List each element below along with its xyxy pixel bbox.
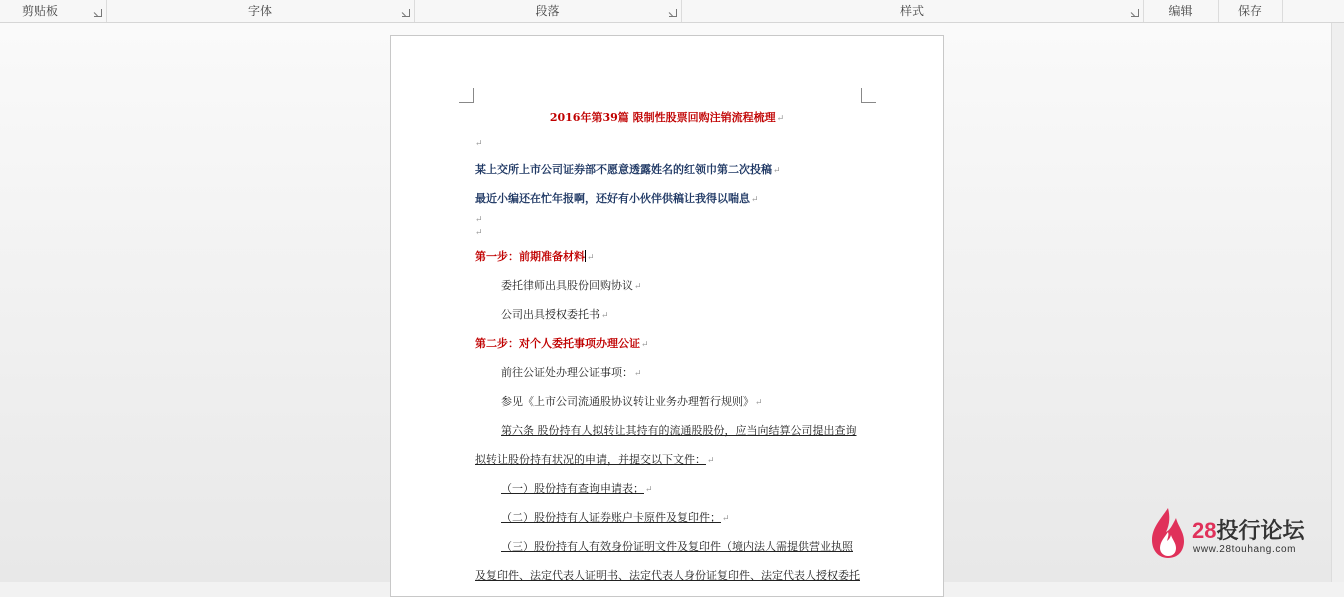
ribbon-group-styles[interactable] (681, 0, 1144, 22)
flame-icon (1148, 506, 1188, 560)
ribbon (0, 0, 1344, 23)
ribbon-paragraph-label: 段落 (535, 4, 560, 18)
font-launcher-icon[interactable] (402, 9, 410, 17)
watermark-logo (1148, 506, 1324, 562)
ribbon-save-label: 保存 (1237, 4, 1262, 18)
ribbon-styles-label: 样式 (899, 4, 924, 18)
step2-item-1[interactable]: 前往公证处办理公证事项：↵ (501, 366, 642, 379)
clipboard-launcher-icon[interactable] (94, 9, 102, 17)
ribbon-editing-label: 编辑 (1168, 4, 1193, 18)
list-item-3-line-2[interactable]: 及复印件、法定代表人证明书、法定代表人身份证复印件、法定代表人授权委托 (475, 569, 860, 582)
ribbon-font-label: 字体 (247, 4, 272, 18)
step1-item-2[interactable]: 公司出具授权委托书↵ (501, 308, 609, 321)
ribbon-group-font[interactable] (106, 0, 415, 22)
styles-launcher-icon[interactable] (1131, 9, 1139, 17)
document-title[interactable]: 2016年第39篇 限制性股票回购注销流程梳理↵ (549, 111, 785, 124)
ribbon-group-paragraph[interactable] (414, 0, 682, 22)
ribbon-group-save[interactable] (1218, 0, 1283, 22)
step1-heading[interactable]: 第一步：前期准备材料 ↵ (475, 250, 595, 263)
document-page[interactable] (390, 35, 944, 597)
empty-paragraph[interactable]: ↵ (475, 139, 483, 149)
margin-corner-top-right (861, 88, 876, 103)
empty-paragraph[interactable]: ↵ (475, 228, 483, 238)
step2-heading[interactable]: 第二步：对个人委托事项办理公证↵ (475, 337, 649, 350)
text-cursor (585, 250, 586, 262)
article6-line-1[interactable]: 第六条 股份持有人拟转让其持有的流通股股份，应当向结算公司提出查询 (501, 424, 857, 437)
margin-corner-top-left (459, 88, 474, 103)
empty-paragraph[interactable]: ↵ (475, 215, 483, 225)
list-item-3-line-1[interactable]: （三）股份持有人有效身份证明文件及复印件（境内法人需提供营业执照 (501, 540, 853, 553)
vertical-scrollbar[interactable] (1331, 23, 1344, 582)
intro-line-2[interactable]: 最近小编还在忙年报啊，还好有小伙伴供稿让我得以喘息↵ (475, 192, 759, 205)
step2-item-2[interactable]: 参见《上市公司流通股协议转让业务办理暂行规则》↵ (501, 395, 763, 408)
article6-line-2[interactable]: 拟转让股份持有状况的申请，并提交以下文件：↵ (475, 453, 715, 466)
list-item-2[interactable]: （二）股份持有人证券账户卡原件及复印件；↵ (501, 511, 730, 524)
logo-url: www.28touhang.com (1193, 544, 1297, 555)
intro-line-1[interactable]: 某上交所上市公司证券部不愿意透露姓名的红领巾第二次投稿↵ (475, 163, 781, 176)
ribbon-clipboard-label: 剪贴板 (22, 4, 59, 18)
list-item-1[interactable]: （一）股份持有查询申请表；↵ (501, 482, 653, 495)
logo-title: 28投行论坛 (1192, 518, 1305, 543)
step1-item-1[interactable]: 委托律师出具股份回购协议↵ (501, 279, 642, 292)
paragraph-launcher-icon[interactable] (669, 9, 677, 17)
ribbon-group-clipboard[interactable] (0, 0, 107, 22)
ribbon-group-editing[interactable] (1143, 0, 1219, 22)
